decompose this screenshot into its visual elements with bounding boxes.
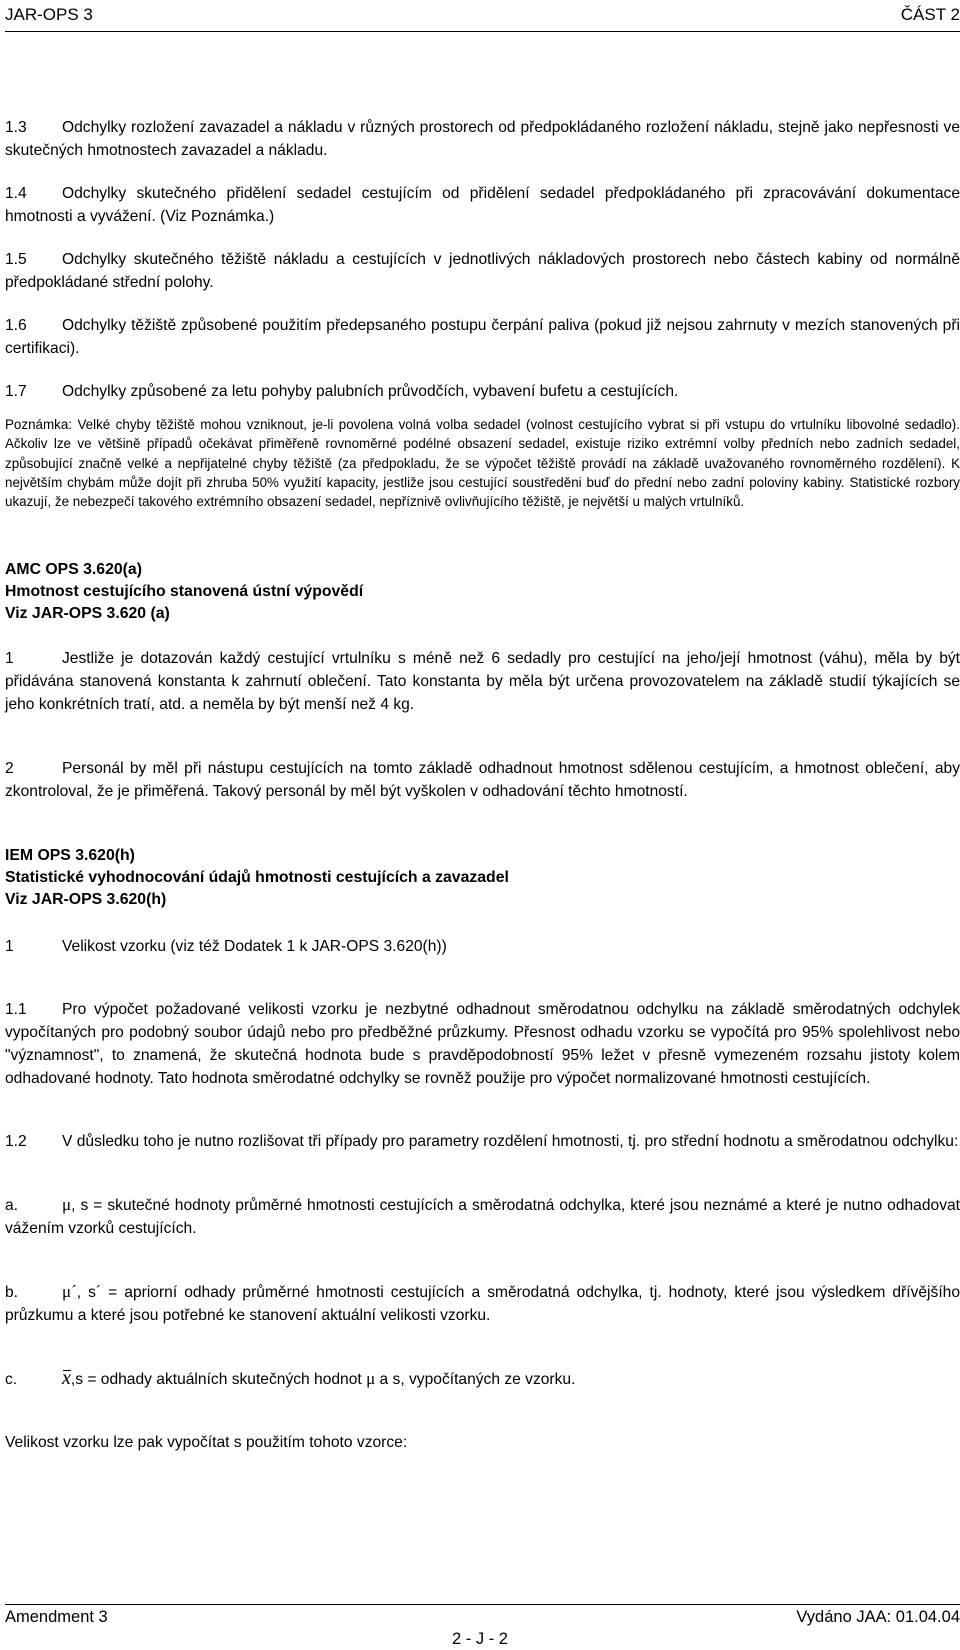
item-1-6: 1.6 Odchylky těžiště způsobené použitím předepsaného postupu čerpání paliva (pokud již nejsou zahrnuty v mezích stanovených při certifikaci). [5,317,960,357]
header-section: ČÁST 2 [900,5,960,24]
amc-code: AMC OPS 3.620(a) [5,561,142,579]
item-1-7: 1.7 Odchylky způsobené za letu pohyby palubních průvodčích, vybavení bufetu a cestujících. [5,383,679,400]
iem-para-1-2: 1.2 V důsledku toho je nutno rozlišovat tři případy pro parametry rozdělení hmotnosti, tj. pro střední hodnotu a směrodatnou odchylku: [5,1133,959,1151]
footer-issue-date: Vydáno JAA: 01.04.04 [796,1608,960,1626]
header-doc-id: JAR-OPS 3 [5,5,93,24]
item-1-5: 1.5 Odchylky skutečného těžiště nákladu a cestujících v jednotlivých nákladových prostorech nebo částech kabiny od normálně předpokládané střední polohy. [5,251,960,291]
amc-para-2: 2 Personál by měl při nástupu cestujících na tomto základě odhadnout hmotnost sdělenou cestujícím, a hmotnost oblečení, aby zkontroloval, že je přiměřená. Takový personál by měl být vyškolen v odhadování těchto hmotností. [5,760,960,801]
amc-title: Hmotnost cestujícího stanovená ústní výpovědí [5,583,364,601]
page-body [5,116,960,1454]
mu-symbol: μ [62,1195,72,1215]
footer-amendment: Amendment 3 [5,1608,108,1626]
mu-prime-symbol: μ´ [62,1282,77,1302]
page-number: 2 - J - 2 [452,1630,508,1648]
item-1-4: 1.4 Odchylky skutečného přidělení sedadel cestujícím od přidělení sedadel předpokládaného při zpracovávání dokumentace hmotnosti a vyvážení. (Viz Poznámka.) [5,185,960,225]
iem-reference: Viz JAR-OPS 3.620(h) [5,891,167,909]
amc-para-1: 1 Jestliže je dotazován každý cestující vrtulníku s méně než 6 sedadly pro cestující na jeho/její hmotnost (váhu), měla by být přidávána stanovená konstanta k zahrnutí oblečení. Tato konstanta by měla být určena provozovatelem na základě studií týkajících se jeho konkrétních tratí, atd. a neměla by být menší než 4 kg. [5,650,960,714]
footer-rule [5,1604,960,1605]
x-bar-symbol: x [62,1367,71,1390]
iem-para-1: 1 Velikost vzorku (viz též Dodatek 1 k JAR-OPS 3.620(h)) [5,938,447,956]
page-header [5,5,960,31]
case-c: c. x,s = odhady aktuálních skutečných hodnot μ a s, vypočítaných ze vzorku. [5,1367,576,1390]
case-a: a. μ, s = skutečné hodnoty průměrné hmotnosti cestujících a směrodatná odchylka, které jsou neznámé a které je nutno odhadovat vážením vzorků cestujících. [5,1195,960,1238]
iem-title: Statistické vyhodnocování údajů hmotnosti cestujících a zavazadel [5,869,509,887]
iem-para-1-1: 1.1 Pro výpočet požadované velikosti vzorku je nezbytné odhadnout směrodatnou odchylku na základě směrodatných odchylek vypočítaných pro podobný soubor údajů nebo pro předběžné průzkumy. Přesnost odhadu vzorku se vypočítá pro 95% spolehlivost nebo "významnost", to znamená, že skutečná hodnota bude s pravděpodobností 95% ležet v přesně vymezeném rozsahu jistoty kolem odhadované hodnoty. Tato hodnota směrodatné odchylky se rovněž použije pro výpočet normalizované hmotnosti cestujících. [5,1001,960,1088]
closing-sentence: Velikost vzorku lze pak vypočítat s použitím tohoto vzorce: [5,1434,408,1452]
iem-code: IEM OPS 3.620(h) [5,847,135,865]
mu-symbol: μ [366,1369,376,1389]
iem-heading [5,845,960,911]
item-1-3: 1.3 Odchylky rozložení zavazadel a nákladu v různých prostorech od předpokládaného rozložení nákladu, stejně jako nepřesnosti ve skutečných hmotnostech zavazadel a nákladu. [5,119,960,159]
case-b: b. μ´, s´ = apriorní odhady průměrné hmotnosti cestujících a směrodatná odchylka, tj. hodnoty, které jsou výsledkem dřívějšího průzkumu a které jsou potřebné ke stanovení aktuální velikosti vzorku. [5,1282,960,1325]
amc-heading [5,559,960,625]
header-rule [5,31,960,32]
note-paragraph: Poznámka: Velké chyby těžiště mohou vzniknout, je-li povolena volná volba sedadel (volnost cestujícího vybrat si při vstupu do vrtulníku libovolné sedadlo). Ačkoliv lze ve většině případů očekávat přiměřeně rovnoměrné podélné obsazení sedadel, existuje riziko extrémní volby předních nebo zadních sedadel, způsobující značně velké a nepřijatelné chyby těžiště (za předpokladu, že se výpočet těžiště provádí na základě uvažovaného rovnoměrného rozdělení). K největším chybám může dojít při zhruba 50% využití kapacity, jestliže jsou cestující soustředěni buď do přední nebo zadní poloviny kabiny. Statistické rozbory ukazují, že nebezpečí takového extrémního obsazení sedadel, nepříznivě ovlivňujícího těžiště, je největší u malých vrtulníků. [5,417,960,510]
amc-reference: Viz JAR-OPS 3.620 (a) [5,605,170,623]
